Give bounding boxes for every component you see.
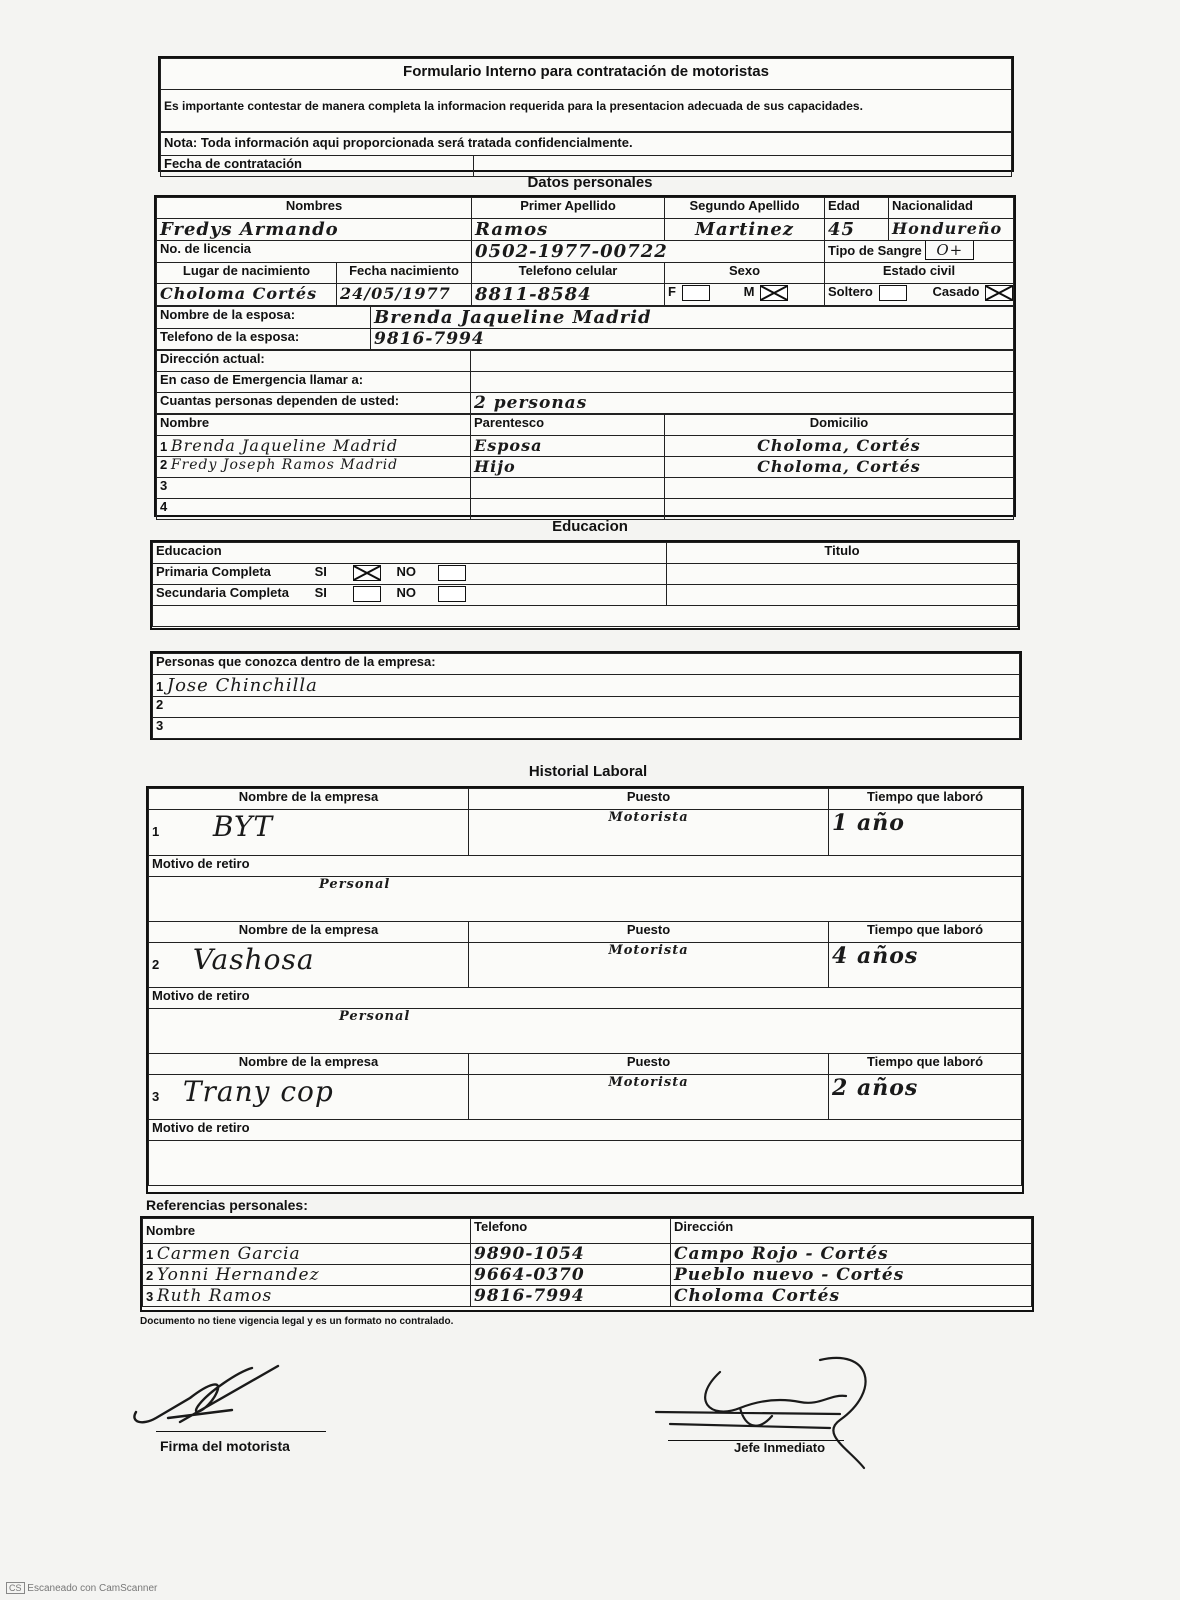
form-title: Formulario Interno para contratación de motoristas [161,59,1012,90]
work-section-title: Historial Laboral [528,763,648,780]
title-header: Titulo [667,543,1018,564]
company-field[interactable]: Trany cop [182,1075,334,1108]
driver-signature [128,1360,328,1440]
reference-name[interactable]: Yonni Hernandez [156,1265,320,1285]
row-number: 3 [152,1089,160,1104]
primary-si-checkbox[interactable] [353,565,381,581]
camscanner-icon: CS [6,1582,25,1594]
dependent-row [157,457,1014,478]
hire-date-label: Fecha de contratación [161,156,474,177]
time-header: Tiempo que laboró [829,1054,1022,1075]
driver-signature-line [156,1431,326,1432]
reference-address[interactable]: Pueblo nuevo - Cortés [671,1265,1032,1286]
reference-row [143,1244,1032,1265]
cellphone-label: Telefono celular [472,263,665,284]
reason-field[interactable]: Personal [149,877,1022,922]
sex-f-label: F [668,284,676,299]
reference-address[interactable]: Choloma Cortés [671,1286,1032,1307]
single-label: Soltero [828,284,873,299]
position-field[interactable]: Motorista [469,943,829,988]
civil-status-label: Estado civil [825,263,1014,284]
personal-section-title: Datos personales [527,174,653,191]
references-box [140,1216,1034,1312]
education-box [150,540,1020,630]
dependent-relation[interactable]: Esposa [471,436,665,457]
dependent-name[interactable]: Brenda Jaqueline Madrid [170,436,399,455]
blood-type-field[interactable]: O+ [925,241,974,261]
row-number: 1 [160,439,168,454]
dependent-address[interactable]: Choloma, Cortés [665,436,1014,457]
address-label: Dirección actual: [157,351,471,372]
age-field[interactable]: 45 [825,219,889,241]
work-box [146,786,1024,1194]
boss-signature [650,1350,890,1480]
reference-phone[interactable]: 9664-0370 [471,1265,671,1286]
contacts-box [150,651,1022,740]
primary-label: Primaria Completa [156,564,271,579]
emergency-label: En caso de Emergencia llamar a: [157,372,471,393]
names-field[interactable]: Fredys Armando [157,219,472,241]
time-header: Tiempo que laboró [829,922,1022,943]
emergency-field[interactable] [471,372,1014,393]
single-checkbox[interactable] [879,285,907,301]
form-header [158,56,1014,172]
row-number: 2 [146,1268,154,1283]
sex-m-checkbox[interactable] [760,285,788,301]
dependent-address[interactable]: Choloma, Cortés [665,457,1014,478]
dependent-relation[interactable]: Hijo [471,457,665,478]
birthdate-label: Fecha nacimiento [337,263,472,284]
second-surname-label: Segundo Apellido [665,198,825,219]
address-field[interactable] [471,351,1014,372]
contact-row [153,697,1020,718]
blood-type-label: Tipo de Sangre [828,243,922,258]
secondary-title-field[interactable] [667,585,1018,606]
secondary-si-checkbox[interactable] [353,586,381,602]
position-field[interactable]: Motorista [469,1075,829,1120]
spouse-phone-label: Telefono de la esposa: [157,329,371,350]
secondary-row [153,585,667,606]
reference-row [143,1265,1032,1286]
reason-label: Motivo de retiro [149,988,1022,1009]
position-header: Puesto [469,922,829,943]
spouse-name-label: Nombre de la esposa: [157,307,371,329]
row-number: 1 [152,824,160,839]
row-number: 2 [156,697,164,712]
row-number: 3 [146,1289,154,1304]
contact-row [153,675,1020,697]
reference-row [143,1286,1032,1307]
dependent-address[interactable] [665,478,1014,499]
reference-name[interactable]: Carmen Garcia [156,1244,301,1264]
driver-signature-label: Firma del motorista [160,1438,290,1454]
reason-field[interactable] [149,1141,1022,1186]
education-header: Educacion [153,543,667,564]
contacts-table [152,653,1020,739]
references-label: Referencias personales: [146,1197,308,1213]
contacts-label: Personas que conozca dentro de la empresa: [153,654,1020,675]
dep-relation-header: Parentesco [471,415,665,436]
time-field[interactable]: 1 año [829,810,1022,856]
references-table [142,1218,1032,1307]
birthplace-label: Lugar de nacimiento [157,263,337,284]
time-field[interactable]: 2 años [829,1075,1022,1120]
sex-f-checkbox[interactable] [682,285,710,301]
reference-name[interactable]: Ruth Ramos [156,1286,273,1306]
reference-phone[interactable]: 9816-7994 [471,1286,671,1307]
row-number: 4 [160,499,168,514]
reason-field[interactable]: Personal [149,1009,1022,1054]
second-surname-field[interactable]: Martinez [665,219,825,241]
time-header: Tiempo que laboró [829,789,1022,810]
dependent-row [157,436,1014,457]
birthdate-field[interactable]: 24/05/1977 [337,284,472,306]
dependent-relation[interactable] [471,478,665,499]
secondary-si-label: SI [314,585,327,600]
sex-m-label: M [743,284,755,299]
company-field[interactable]: BYT [212,810,274,843]
time-field[interactable]: 4 años [829,943,1022,988]
married-label: Casado [932,284,980,299]
dependent-address[interactable] [665,499,1014,520]
position-header: Puesto [469,789,829,810]
spouse-phone-field[interactable]: 9816-7994 [371,329,1014,350]
row-number: 3 [156,718,164,733]
dependents-label: Cuantas personas dependen de usted: [157,393,471,414]
dependent-row [157,499,1014,520]
personal-extra-table [156,306,1014,350]
header-table [160,58,1012,132]
header-note-table [160,132,1012,177]
ref-phone-header: Telefono [471,1219,671,1244]
nationality-field[interactable]: Hondureño [889,219,1014,241]
company-field[interactable]: Vashosa [192,943,315,976]
married-checkbox[interactable] [985,285,1013,301]
row-number: 1 [156,679,164,694]
contact-name[interactable]: Jose Chinchilla [166,675,318,696]
boss-signature-label: Jefe Inmediato [734,1440,826,1455]
position-field[interactable]: Motorista [469,810,829,856]
ref-address-header: Dirección [671,1219,1032,1244]
spouse-name-field[interactable]: Brenda Jaqueline Madrid [371,307,1014,329]
names-label: Nombres [157,198,472,219]
company-header: Nombre de la empresa [149,1054,469,1075]
secondary-no-label: NO [396,585,417,600]
row-number: 2 [160,457,168,472]
dependent-relation[interactable] [471,499,665,520]
work-table [148,788,1022,1186]
position-header: Puesto [469,1054,829,1075]
personal-main-table [156,197,1014,306]
dep-address-header: Domicilio [665,415,1014,436]
company-header: Nombre de la empresa [149,789,469,810]
dependents-field[interactable]: 2 personas [471,393,1014,414]
birthplace-field[interactable]: Choloma Cortés [157,284,337,306]
confidential-note: Nota: Toda información aqui proporcionada será tratada confidencialmente. [161,133,1012,156]
reference-phone[interactable]: 9890-1054 [471,1244,671,1265]
contact-row [153,718,1020,739]
disclaimer: Documento no tiene vigencia legal y es un formato no contralado. [140,1316,454,1327]
primary-no-checkbox[interactable] [438,565,466,581]
age-label: Edad [825,198,889,219]
scanner-footer [6,1582,157,1594]
company-header: Nombre de la empresa [149,922,469,943]
ref-name-header: Nombre [143,1219,471,1244]
form-instruction: Es importante contestar de manera completa la informacion requerida para la presentacion adecuada de sus capacidades. [161,90,1012,132]
first-surname-field[interactable]: Ramos [472,219,665,241]
primary-title-field[interactable] [667,564,1018,585]
dependent-name[interactable]: Fredy Joseph Ramos Madrid [170,457,399,473]
first-surname-label: Primer Apellido [472,198,665,219]
dependent-row [157,478,1014,499]
education-extra-row[interactable] [153,606,1018,627]
dependents-table [156,414,1014,520]
license-field[interactable]: 0502-1977-00722 [472,241,825,263]
scanner-footer-text: Escaneado con CamScanner [27,1583,158,1594]
row-number: 2 [152,957,160,972]
secondary-no-checkbox[interactable] [438,586,466,602]
primary-no-label: NO [396,564,417,579]
primary-row [153,564,667,585]
dep-name-header: Nombre [157,415,471,436]
sex-label: Sexo [665,263,825,284]
education-table [152,542,1018,627]
education-section-title: Educacion [552,518,628,535]
cellphone-field[interactable]: 8811-8584 [472,284,665,306]
personal-extra-table-2 [156,350,1014,414]
personal-data-box [154,195,1016,517]
civil-status-options [825,284,1014,306]
reason-label: Motivo de retiro [149,856,1022,877]
reference-address[interactable]: Campo Rojo - Cortés [671,1244,1032,1265]
row-number: 1 [146,1247,154,1262]
sex-options [665,284,825,306]
row-number: 3 [160,478,168,493]
license-label: No. de licencia [157,241,472,263]
secondary-label: Secundaria Completa [156,585,289,600]
primary-si-label: SI [314,564,327,579]
reason-label: Motivo de retiro [149,1120,1022,1141]
nationality-label: Nacionalidad [889,198,1014,219]
